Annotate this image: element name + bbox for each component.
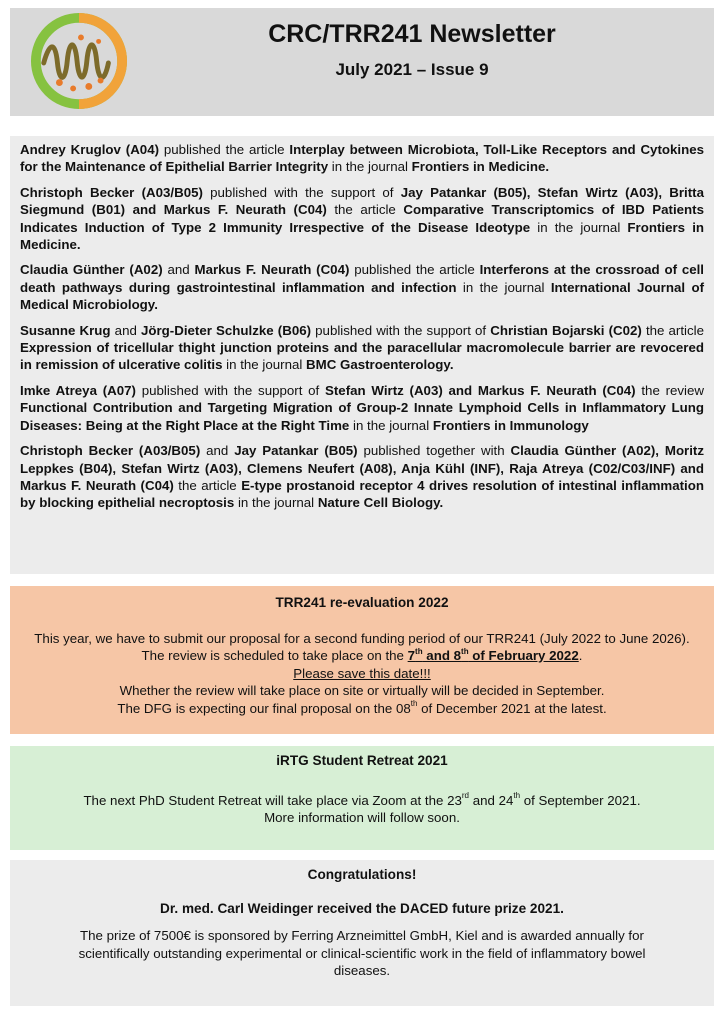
- newsletter-title: CRC/TRR241 Newsletter: [268, 20, 556, 48]
- congrats-subtitle: Dr. med. Carl Weidinger received the DACED future prize 2021.: [160, 900, 564, 916]
- publication-item: Christoph Becker (A03/B05) and Jay Patankar (B05) published together with Claudia Günther (A02), Moritz Leppkes (B04), Stefan Wirtz (A03), Clemens Neufert (A08), Anja Kühl (INF), Raja Atreya (C02/C03/INF) and Markus F. Neurath (C04) the article E-type prostanoid receptor 4 drives resolution of intestinal inflammation by blocking epithelial necroptosis in the journal Nature Cell Biology.: [20, 443, 705, 511]
- review-date: 7th and 8th of February 2022: [407, 646, 579, 663]
- congrats-body: The prize of 7500€ is sponsored by Ferring Arzneimittel GmbH, Kiel and is awarded annually for scientifically outstanding experimental or clinical-scientific work in the field of inflammatory bowel diseases.: [78, 928, 646, 978]
- reevaluation-p2: Whether the review will take place on site or virtually will be decided in September.: [119, 683, 605, 698]
- retreat-title: iRTG Student Retreat 2021: [276, 753, 448, 768]
- retreat-box: [10, 746, 714, 850]
- congrats-title: Congratulations!: [307, 867, 417, 882]
- congrats-box: [10, 860, 714, 1006]
- retreat-p1: The next PhD Student Retreat will take place via Zoom at the 23rd and 24th of September 2021.: [83, 791, 641, 808]
- retreat-p2: More information will follow soon.: [264, 810, 460, 825]
- reevaluation-text: This year, we have to submit our proposal for a second funding period of our TRR241 (July 2022 to June 2026). The review is scheduled to take place on the 7th and 8th of February 2022.: [34, 630, 690, 663]
- newsletter-issue: July 2021 – Issue 9: [335, 60, 489, 79]
- newsletter-header: [10, 8, 714, 116]
- publications-section: [10, 136, 714, 574]
- reevaluation-p3: The DFG is expecting our final proposal on the 08th of December 2021 at the latest.: [117, 699, 607, 716]
- publication-item: Christoph Becker (A03/B05) published with the support of Jay Patankar (B05), Stefan Wirtz (A03), Britta Siegmund (B01) and Markus F. Neurath (C04) the article Comparative Transcriptomics of IBD Patients Indicates Induction of Type 2 Immunity Irrespective of the Disease Ideotype in the journal Frontiers in Medicine.: [20, 184, 705, 253]
- publication-item: Imke Atreya (A07) published with the support of Stefan Wirtz (A03) and Markus F. Neurath (C04) the review Functional Contribution and Targeting Migration of Group-2 Innate Lymphoid Cells in Inflammatory Lung Diseases: Being at the Right Place at the Right Time in the journal Frontiers in Immunology: [20, 382, 705, 433]
- publication-item: Andrey Kruglov (A04) published the article Interplay between Microbiota, Toll-Like Receptors and Cytokines for the Maintenance of Epithelial Barrier Integrity in the journal Frontiers in Medicine.: [20, 142, 704, 175]
- publication-item: Claudia Günther (A02) and Markus F. Neurath (C04) published the article Interferons at the crossroad of cell death pathways during gastrointestinal inflammation and infection in the journal International Journal of Medical Microbiology.: [20, 262, 705, 313]
- publication-item: Susanne Krug and Jörg-Dieter Schulzke (B06) published with the support of Christian Bojarski (C02) the article Expression of tricellular thight junction proteins and the paracellular macromolecule barrier are revocered in remission of ulcerative colitis in the journal BMC Gastroenterology.: [20, 322, 705, 373]
- reevaluation-p1: This year, we have to submit our proposal for a second funding period of our TRR241 (July 2022 to June 2026). The review is scheduled to take place on the: [34, 630, 690, 663]
- reevaluation-box: [10, 586, 714, 734]
- reevaluation-title: TRR241 re-evaluation 2022: [275, 595, 449, 610]
- save-date-note: Please save this date!!!: [293, 665, 431, 681]
